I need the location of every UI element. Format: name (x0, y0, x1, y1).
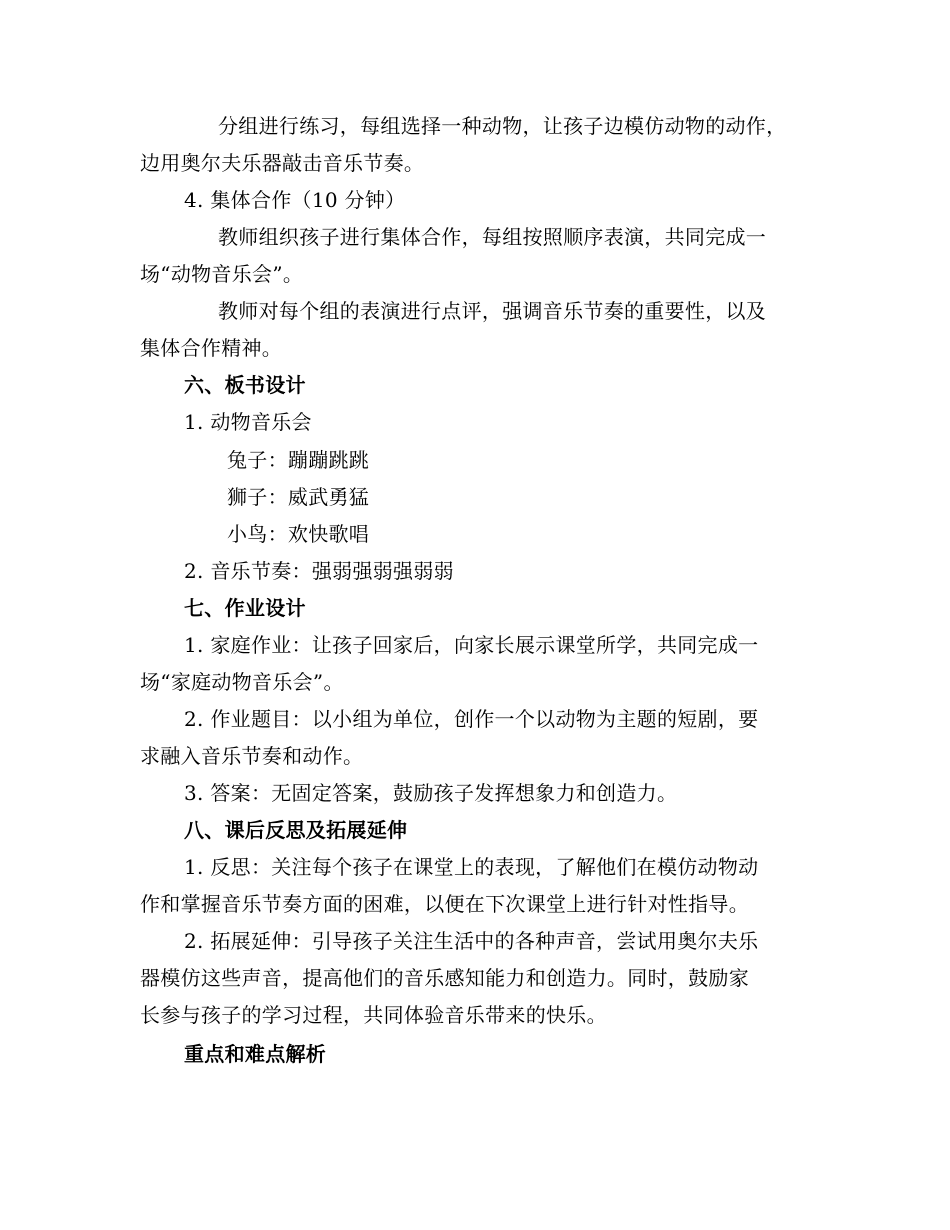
paragraph-line: 教师对每个组的表演进行点评，强调音乐节奏的重要性，以及 (218, 299, 767, 323)
list-item: 2. 拓展延伸：引导孩子关注生活中的各种声音，尝试用奥尔夫乐 (184, 929, 759, 953)
paragraph-line: 集体合作精神。 (140, 336, 283, 360)
paragraph-line: 分组进行练习，每组选择一种动物，让孩子边模仿动物的动作， (218, 114, 787, 138)
list-item: 2. 作业题目：以小组为单位，创作一个以动物为主题的短剧，要 (184, 707, 759, 731)
paragraph-line: 场“动物音乐会”。 (140, 262, 304, 286)
section-heading: 八、课后反思及拓展延伸 (184, 818, 408, 842)
list-item: 1. 反思：关注每个孩子在课堂上的表现，了解他们在模仿动物动 (184, 855, 759, 879)
list-subitem: 狮子：威武勇猛 (227, 485, 370, 509)
list-item: 3. 答案：无固定答案，鼓励孩子发挥想象力和创造力。 (184, 781, 678, 805)
paragraph-line: 教师组织孩子进行集体合作，每组按照顺序表演，共同完成一 (218, 225, 767, 249)
paragraph-line: 边用奥尔夫乐器敲击音乐节奏。 (140, 151, 425, 175)
paragraph-line: 作和掌握音乐节奏方面的困难，以便在下次课堂上进行针对性指导。 (140, 892, 749, 916)
paragraph-line: 求融入音乐节奏和动作。 (140, 744, 364, 768)
list-subitem: 小鸟：欢快歌唱 (227, 522, 370, 546)
paragraph-line: 长参与孩子的学习过程，共同体验音乐带来的快乐。 (140, 1003, 607, 1027)
list-subitem: 兔子：蹦蹦跳跳 (227, 448, 370, 472)
section-heading: 七、作业设计 (184, 596, 306, 620)
list-item: 1. 动物音乐会 (184, 410, 312, 434)
paragraph-line: 器模仿这些声音，提高他们的音乐感知能力和创造力。同时，鼓励家 (140, 966, 749, 990)
list-item: 4. 集体合作（10 分钟） (184, 188, 406, 212)
section-heading: 重点和难点解析 (184, 1042, 327, 1066)
paragraph-line: 场“家庭动物音乐会”。 (140, 670, 344, 694)
section-heading: 六、板书设计 (184, 373, 306, 397)
list-item: 1. 家庭作业：让孩子回家后，向家长展示课堂所学，共同完成一 (184, 633, 759, 657)
list-item: 2. 音乐节奏：强弱强弱强弱弱 (184, 559, 454, 583)
